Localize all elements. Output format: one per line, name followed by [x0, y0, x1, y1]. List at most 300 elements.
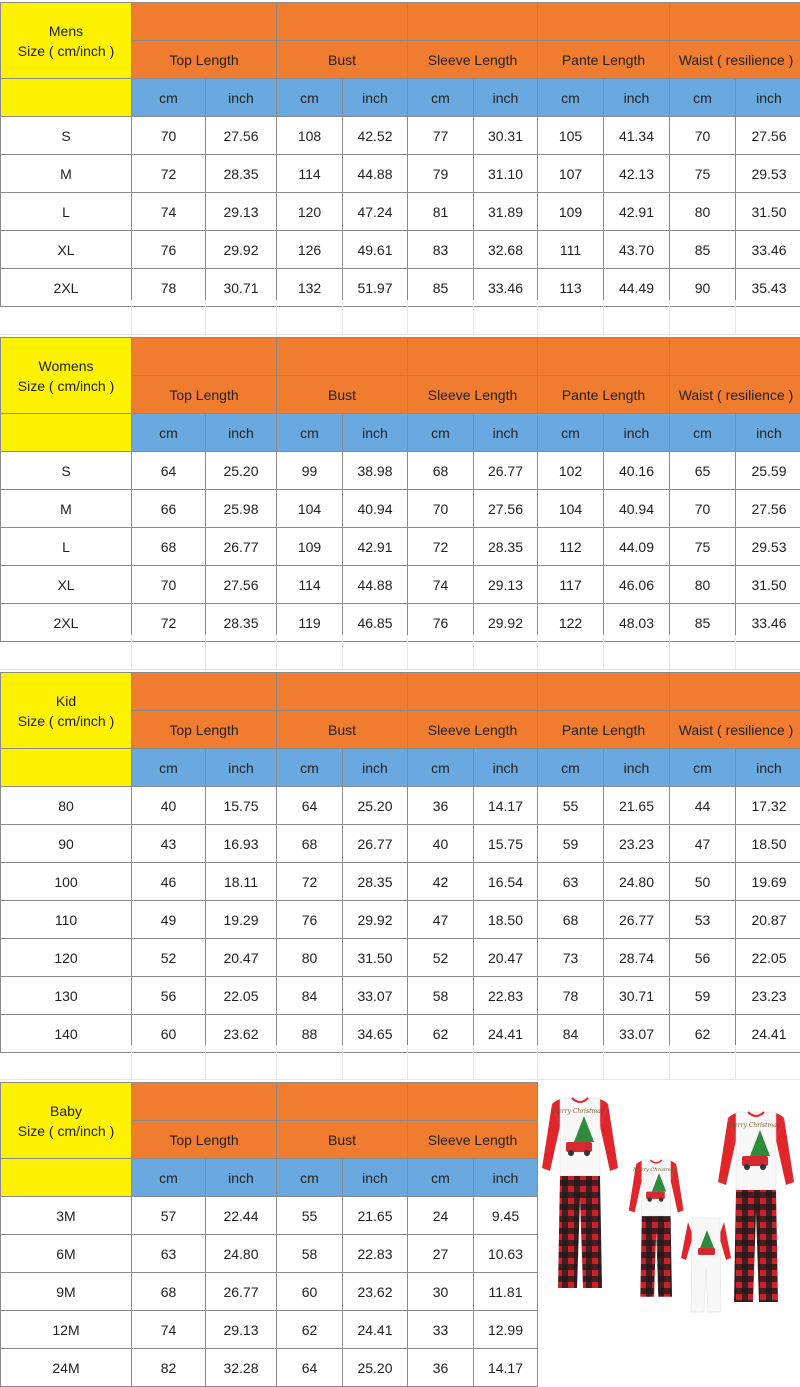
header-band-cell — [538, 3, 670, 41]
unit-header: cm — [408, 749, 474, 787]
measurement-value: 90 — [670, 269, 736, 307]
measurement-value: 120 — [277, 193, 343, 231]
header-band-cell — [132, 673, 277, 711]
measurement-value: 29.92 — [206, 231, 277, 269]
unit-header: inch — [604, 749, 670, 787]
category-label: Womens — [1, 356, 131, 376]
unit-header: inch — [206, 79, 277, 117]
measurement-value: 25.98 — [206, 490, 277, 528]
category-label: Baby — [1, 1101, 131, 1121]
measurement-value: 40.94 — [604, 490, 670, 528]
measurement-value: 33 — [408, 1311, 474, 1349]
measurement-value: 26.77 — [604, 901, 670, 939]
unit-header: cm — [277, 1159, 343, 1197]
measurement-value: 24.41 — [343, 1311, 408, 1349]
child-pajama — [629, 1160, 684, 1297]
table-row — [1, 787, 800, 825]
measurement-value: 126 — [277, 231, 343, 269]
size-name-cell: 140 — [1, 1015, 132, 1053]
measurement-value: 78 — [538, 977, 604, 1015]
table-row — [1, 452, 800, 490]
shirt-text: Merry Christmas — [551, 1108, 604, 1115]
unit-row — [1, 749, 800, 787]
measurement-value: 85 — [670, 604, 736, 642]
measurement-header: Pante Length — [538, 711, 670, 749]
measurement-value: 68 — [538, 901, 604, 939]
measurement-value: 76 — [132, 231, 206, 269]
measurement-value: 27.56 — [474, 490, 538, 528]
measurement-value: 80 — [670, 566, 736, 604]
measurement-value: 24 — [408, 1197, 474, 1235]
measurement-value: 28.35 — [206, 604, 277, 642]
header-band-cell — [277, 3, 408, 41]
measurement-value: 107 — [538, 155, 604, 193]
table-row — [1, 566, 800, 604]
measurement-value: 31.50 — [736, 193, 800, 231]
measurement-value: 42.91 — [343, 528, 408, 566]
measurement-value: 27 — [408, 1235, 474, 1273]
measurement-value: 32.68 — [474, 231, 538, 269]
gap-gridlines — [0, 635, 800, 670]
table-row — [1, 117, 800, 155]
measurement-value: 23.23 — [736, 977, 800, 1015]
header-band-cell — [408, 3, 538, 41]
measurement-value: 28.35 — [343, 863, 408, 901]
size-name-cell: XL — [1, 231, 132, 269]
size-label-cell — [1, 338, 132, 414]
measurement-value: 9.45 — [474, 1197, 538, 1235]
measurement-header: Sleeve Length — [408, 376, 538, 414]
measurement-header: Top Length — [132, 41, 277, 79]
measurement-value: 25.59 — [736, 452, 800, 490]
measurement-header: Bust — [277, 1121, 408, 1159]
measurement-value: 46.06 — [604, 566, 670, 604]
measurement-value: 68 — [408, 452, 474, 490]
measurement-value: 24.80 — [604, 863, 670, 901]
unit-header: cm — [132, 749, 206, 787]
measurement-value: 18.11 — [206, 863, 277, 901]
measurement-value: 46.85 — [343, 604, 408, 642]
unit-header: inch — [206, 749, 277, 787]
unit-header: cm — [408, 414, 474, 452]
unit-header: cm — [670, 414, 736, 452]
size-unit-label: Size ( cm/inch ) — [1, 1121, 131, 1141]
unit-header: cm — [132, 414, 206, 452]
measurement-value: 29.13 — [206, 193, 277, 231]
size-name-cell: 100 — [1, 863, 132, 901]
unit-header: cm — [670, 79, 736, 117]
measurement-value: 72 — [408, 528, 474, 566]
measurement-value: 109 — [538, 193, 604, 231]
family-pajama-illustration — [538, 1084, 800, 1324]
table-row — [1, 1197, 538, 1235]
measurement-header: Top Length — [132, 376, 277, 414]
measurement-value: 31.89 — [474, 193, 538, 231]
measurement-value: 47 — [670, 825, 736, 863]
measurement-value: 33.07 — [604, 1015, 670, 1053]
measurement-value: 27.56 — [736, 490, 800, 528]
measurement-value: 79 — [408, 155, 474, 193]
header-band-row — [1, 3, 800, 41]
measurement-value: 28.35 — [206, 155, 277, 193]
measurement-value: 59 — [538, 825, 604, 863]
size-name-cell: M — [1, 155, 132, 193]
measurement-value: 31.10 — [474, 155, 538, 193]
measurement-value: 26.77 — [474, 452, 538, 490]
measurement-value: 12.99 — [474, 1311, 538, 1349]
size-name-cell: 2XL — [1, 604, 132, 642]
measurement-value: 40.16 — [604, 452, 670, 490]
measurement-value: 48.03 — [604, 604, 670, 642]
size-name-cell: 2XL — [1, 269, 132, 307]
measurement-value: 16.93 — [206, 825, 277, 863]
measurement-value: 10.63 — [474, 1235, 538, 1273]
measurement-value: 25.20 — [343, 1349, 408, 1387]
measurement-value: 30.71 — [604, 977, 670, 1015]
measurement-value: 20.87 — [736, 901, 800, 939]
measurement-value: 109 — [277, 528, 343, 566]
measurement-value: 85 — [408, 269, 474, 307]
measurement-value: 73 — [538, 939, 604, 977]
measurement-value: 64 — [132, 452, 206, 490]
header-band-cell — [132, 1083, 277, 1121]
baby-size-table — [0, 1082, 538, 1387]
table-row — [1, 825, 800, 863]
measurement-value: 29.53 — [736, 528, 800, 566]
measurement-value: 24.41 — [474, 1015, 538, 1053]
size-name-cell: 80 — [1, 787, 132, 825]
measurement-value: 31.50 — [343, 939, 408, 977]
measurement-header: Bust — [277, 376, 408, 414]
measurement-value: 26.77 — [206, 528, 277, 566]
adult-pajama-left — [542, 1098, 618, 1288]
size-name-cell: XL — [1, 566, 132, 604]
unit-header: cm — [408, 79, 474, 117]
measurement-value: 132 — [277, 269, 343, 307]
measurement-value: 70 — [408, 490, 474, 528]
unit-row-label-cell — [1, 414, 132, 452]
measurement-header: Pante Length — [538, 376, 670, 414]
measurement-value: 102 — [538, 452, 604, 490]
measurement-value: 78 — [132, 269, 206, 307]
measurement-value: 23.62 — [206, 1015, 277, 1053]
measurement-value: 15.75 — [206, 787, 277, 825]
size-name-cell: 3M — [1, 1197, 132, 1235]
size-name-cell: 9M — [1, 1273, 132, 1311]
measurement-value: 20.47 — [206, 939, 277, 977]
measurement-value: 53 — [670, 901, 736, 939]
measurement-value: 22.83 — [474, 977, 538, 1015]
measurement-value: 14.17 — [474, 787, 538, 825]
measurement-value: 43 — [132, 825, 206, 863]
measurement-value: 38.98 — [343, 452, 408, 490]
size-name-cell: 110 — [1, 901, 132, 939]
measurement-header: Sleeve Length — [408, 711, 538, 749]
measurement-value: 35.43 — [736, 269, 800, 307]
unit-row — [1, 414, 800, 452]
measurement-value: 28.74 — [604, 939, 670, 977]
measurement-value: 32.28 — [206, 1349, 277, 1387]
measurement-value: 113 — [538, 269, 604, 307]
measurement-value: 27.56 — [206, 117, 277, 155]
measurement-value: 47.24 — [343, 193, 408, 231]
unit-row-label-cell — [1, 1159, 132, 1197]
measurement-value: 75 — [670, 155, 736, 193]
measurement-value: 42.52 — [343, 117, 408, 155]
unit-header: inch — [343, 79, 408, 117]
table-row — [1, 939, 800, 977]
measurement-value: 33.46 — [736, 604, 800, 642]
measurement-value: 64 — [277, 787, 343, 825]
unit-header: inch — [736, 749, 800, 787]
measurement-value: 72 — [132, 155, 206, 193]
measurement-value: 55 — [277, 1197, 343, 1235]
unit-header: cm — [538, 414, 604, 452]
size-unit-label: Size ( cm/inch ) — [1, 376, 131, 396]
measurement-value: 19.29 — [206, 901, 277, 939]
unit-header: inch — [736, 414, 800, 452]
measurement-value: 74 — [408, 566, 474, 604]
measurement-value: 56 — [132, 977, 206, 1015]
measurement-value: 23.62 — [343, 1273, 408, 1311]
measurement-value: 74 — [132, 1311, 206, 1349]
measurement-value: 22.83 — [343, 1235, 408, 1273]
size-unit-label: Size ( cm/inch ) — [1, 711, 131, 731]
measurement-value: 29.13 — [474, 566, 538, 604]
size-name-cell: S — [1, 452, 132, 490]
measurement-header: Pante Length — [538, 41, 670, 79]
measurement-value: 44.09 — [604, 528, 670, 566]
measurement-value: 80 — [670, 193, 736, 231]
measurement-value: 44 — [670, 787, 736, 825]
unit-header: cm — [538, 749, 604, 787]
header-band-row — [1, 1083, 538, 1121]
measurement-value: 31.50 — [736, 566, 800, 604]
header-band-cell — [408, 338, 538, 376]
measurement-value: 72 — [132, 604, 206, 642]
measurement-value: 114 — [277, 566, 343, 604]
table-row — [1, 1235, 538, 1273]
header-band-cell — [538, 338, 670, 376]
measurement-value: 40 — [408, 825, 474, 863]
unit-row-label-cell — [1, 749, 132, 787]
unit-header: inch — [206, 1159, 277, 1197]
header-band-cell — [538, 673, 670, 711]
measurement-value: 105 — [538, 117, 604, 155]
measurement-value: 85 — [670, 231, 736, 269]
measurement-value: 88 — [277, 1015, 343, 1053]
measurement-value: 21.65 — [604, 787, 670, 825]
measurement-value: 40.94 — [343, 490, 408, 528]
measurement-value: 40 — [132, 787, 206, 825]
unit-header: cm — [132, 79, 206, 117]
measurement-value: 25.20 — [343, 787, 408, 825]
unit-header: cm — [277, 749, 343, 787]
measurement-value: 24.80 — [206, 1235, 277, 1273]
table-row — [1, 1349, 538, 1387]
measurement-value: 104 — [277, 490, 343, 528]
size-name-cell: S — [1, 117, 132, 155]
measurement-value: 84 — [538, 1015, 604, 1053]
kid-size-table — [0, 672, 800, 1053]
measurement-value: 59 — [670, 977, 736, 1015]
unit-header: inch — [474, 79, 538, 117]
unit-header: cm — [132, 1159, 206, 1197]
measurement-value: 119 — [277, 604, 343, 642]
measurement-header: Top Length — [132, 1121, 277, 1159]
header-band-cell — [670, 3, 800, 41]
measurement-value: 56 — [670, 939, 736, 977]
measurement-value: 52 — [408, 939, 474, 977]
header-band-cell — [132, 338, 277, 376]
measurement-value: 70 — [132, 117, 206, 155]
measurement-value: 83 — [408, 231, 474, 269]
measurement-header: Sleeve Length — [408, 1121, 538, 1159]
measurement-value: 20.47 — [474, 939, 538, 977]
unit-header: inch — [474, 414, 538, 452]
measurement-value: 25.20 — [206, 452, 277, 490]
unit-header: inch — [736, 79, 800, 117]
measurement-value: 17.32 — [736, 787, 800, 825]
measurement-value: 104 — [538, 490, 604, 528]
size-unit-label: Size ( cm/inch ) — [1, 41, 131, 61]
measurement-value: 23.23 — [604, 825, 670, 863]
size-name-cell: 12M — [1, 1311, 132, 1349]
measurement-header: Top Length — [132, 711, 277, 749]
unit-header: inch — [343, 1159, 408, 1197]
measurement-value: 33.46 — [736, 231, 800, 269]
measurement-value: 68 — [277, 825, 343, 863]
measurement-value: 111 — [538, 231, 604, 269]
measurement-value: 99 — [277, 452, 343, 490]
measurement-value: 63 — [132, 1235, 206, 1273]
measurement-value: 11.81 — [474, 1273, 538, 1311]
header-band-cell — [670, 673, 800, 711]
measurement-value: 19.69 — [736, 863, 800, 901]
size-name-cell: 120 — [1, 939, 132, 977]
measurement-value: 64 — [277, 1349, 343, 1387]
measurement-value: 49 — [132, 901, 206, 939]
measurement-value: 74 — [132, 193, 206, 231]
measurement-value: 76 — [408, 604, 474, 642]
unit-header: inch — [343, 749, 408, 787]
family-pajama-photo — [538, 1084, 800, 1324]
measurement-value: 57 — [132, 1197, 206, 1235]
category-label: Mens — [1, 21, 131, 41]
measurement-value: 108 — [277, 117, 343, 155]
header-band-row — [1, 673, 800, 711]
measurement-value: 80 — [277, 939, 343, 977]
table-row — [1, 901, 800, 939]
header-band-cell — [670, 338, 800, 376]
measurement-value: 49.61 — [343, 231, 408, 269]
measurement-value: 36 — [408, 1349, 474, 1387]
measurement-value: 51.97 — [343, 269, 408, 307]
table-row — [1, 1311, 538, 1349]
measurement-value: 30 — [408, 1273, 474, 1311]
measurement-value: 72 — [277, 863, 343, 901]
measurement-value: 82 — [132, 1349, 206, 1387]
measurement-value: 14.17 — [474, 1349, 538, 1387]
measurement-value: 58 — [408, 977, 474, 1015]
unit-header: cm — [277, 414, 343, 452]
measurement-value: 52 — [132, 939, 206, 977]
measurement-value: 30.31 — [474, 117, 538, 155]
measurement-value: 22.05 — [206, 977, 277, 1015]
measurement-value: 75 — [670, 528, 736, 566]
unit-header: cm — [277, 79, 343, 117]
size-name-cell: L — [1, 528, 132, 566]
shirt-text: Merry Christmas — [632, 1167, 677, 1173]
womens-size-table — [0, 337, 800, 642]
table-row — [1, 977, 800, 1015]
measurement-value: 62 — [277, 1311, 343, 1349]
table-row — [1, 863, 800, 901]
gap-gridlines — [0, 300, 800, 335]
table-row — [1, 1273, 538, 1311]
measurement-value: 60 — [277, 1273, 343, 1311]
measurement-header: Waist ( resilience ) — [670, 41, 800, 79]
measurement-value: 33.46 — [474, 269, 538, 307]
header-band-cell — [132, 3, 277, 41]
unit-header: inch — [604, 79, 670, 117]
measurement-value: 41.34 — [604, 117, 670, 155]
adult-pajama-right — [718, 1112, 794, 1302]
measurement-value: 50 — [670, 863, 736, 901]
measurement-value: 62 — [670, 1015, 736, 1053]
measurement-value: 22.44 — [206, 1197, 277, 1235]
measurement-value: 21.65 — [343, 1197, 408, 1235]
unit-row — [1, 79, 800, 117]
unit-header: inch — [474, 1159, 538, 1197]
table-row — [1, 193, 800, 231]
measurement-value: 66 — [132, 490, 206, 528]
measurement-value: 84 — [277, 977, 343, 1015]
measurement-value: 29.92 — [474, 604, 538, 642]
measurement-value: 16.54 — [474, 863, 538, 901]
measurement-value: 27.56 — [736, 117, 800, 155]
size-label-cell — [1, 3, 132, 79]
measurement-header: Bust — [277, 711, 408, 749]
shirt-text: Merry Christmas — [727, 1122, 780, 1129]
size-label-cell — [1, 1083, 132, 1159]
measurement-value: 77 — [408, 117, 474, 155]
measurement-value: 76 — [277, 901, 343, 939]
measurement-value: 55 — [538, 787, 604, 825]
measurement-value: 44.49 — [604, 269, 670, 307]
measurement-value: 26.77 — [206, 1273, 277, 1311]
header-band-cell — [277, 338, 408, 376]
measurement-value: 70 — [670, 117, 736, 155]
measurement-value: 70 — [132, 566, 206, 604]
measurement-value: 30.71 — [206, 269, 277, 307]
table-row — [1, 231, 800, 269]
measurement-value: 27.56 — [206, 566, 277, 604]
table-row — [1, 155, 800, 193]
size-name-cell: 130 — [1, 977, 132, 1015]
measurement-value: 24.41 — [736, 1015, 800, 1053]
size-name-cell: 6M — [1, 1235, 132, 1273]
header-band-cell — [408, 1083, 538, 1121]
measurement-value: 58 — [277, 1235, 343, 1273]
size-name-cell: M — [1, 490, 132, 528]
measurement-value: 122 — [538, 604, 604, 642]
measurement-value: 42 — [408, 863, 474, 901]
measurement-value: 18.50 — [736, 825, 800, 863]
baby-romper — [681, 1218, 731, 1312]
unit-row-label-cell — [1, 79, 132, 117]
header-band-cell — [277, 673, 408, 711]
